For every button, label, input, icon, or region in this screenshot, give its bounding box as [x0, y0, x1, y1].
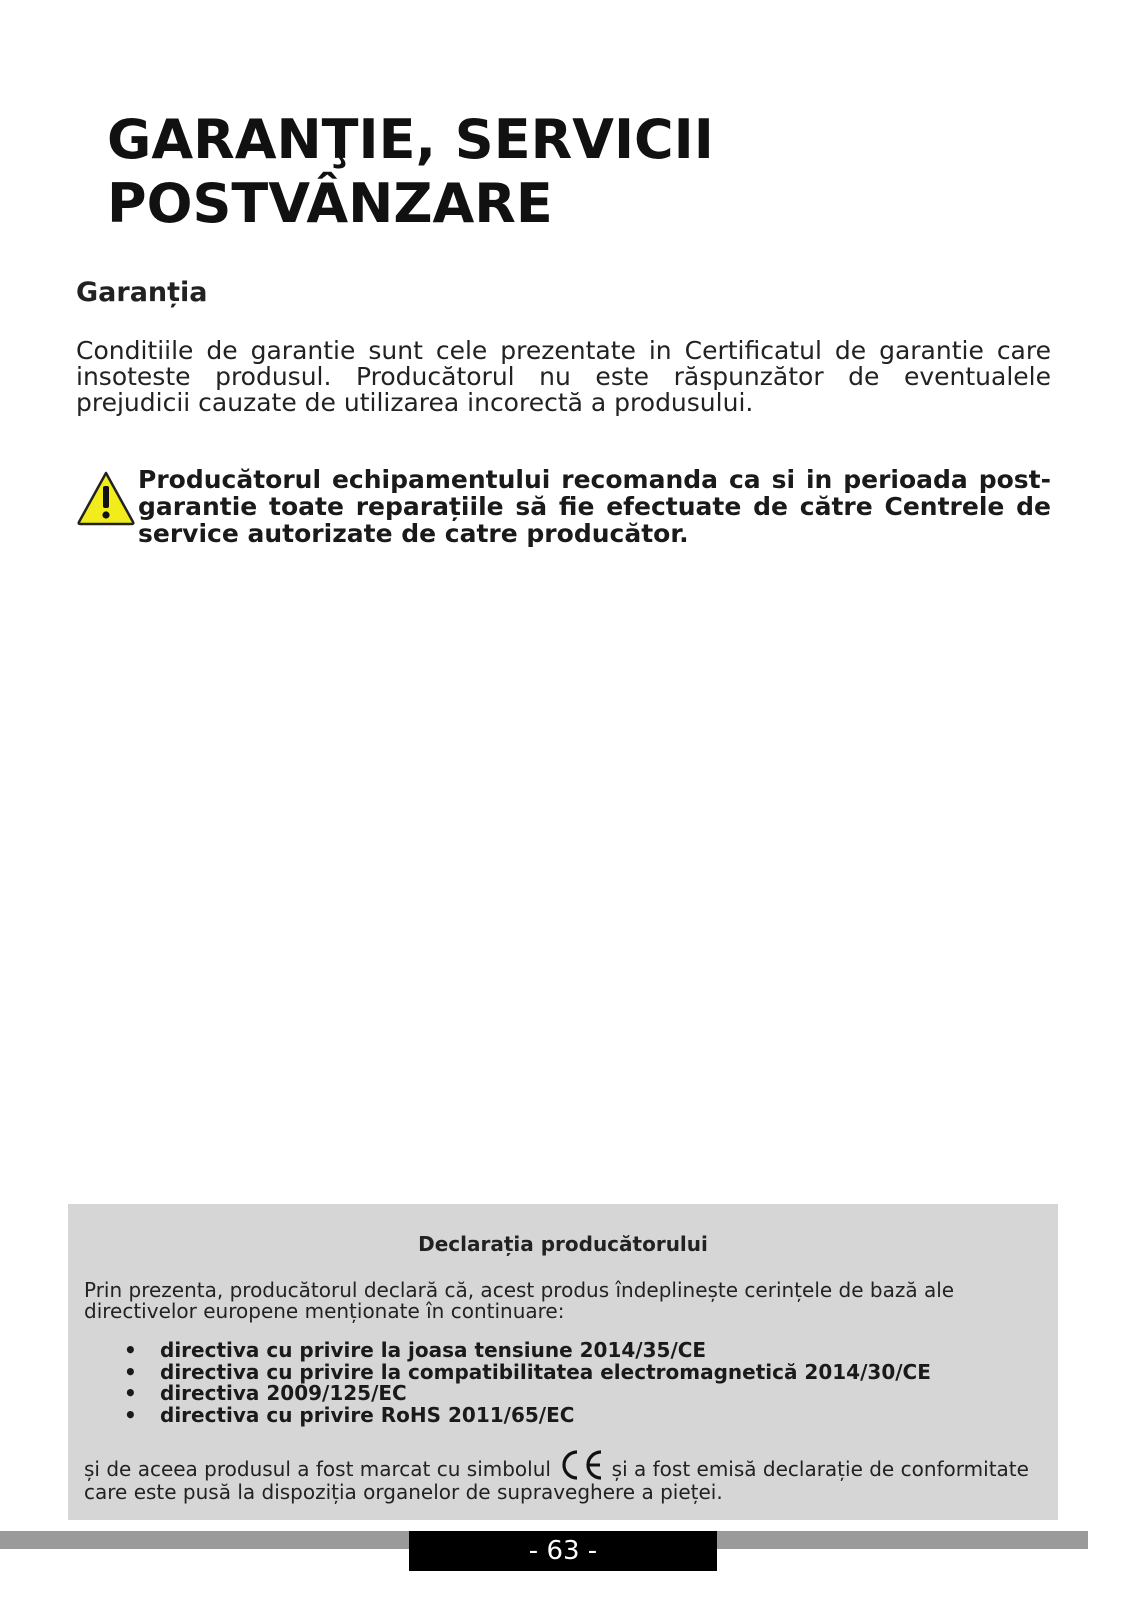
list-item [124, 1383, 1044, 1405]
directive-text: directiva cu privire la compatibilitatea electromagnetică 2014/30/CE [160, 1359, 931, 1384]
page-title [107, 108, 1007, 236]
warranty-paragraph: Conditiile de garantie sunt cele prezentate in Certificatul de garantie care insoteste produsul. Producătorul nu este răspunzător de eventualele prejudicii cauzate de utilizarea incorectă a produsului. [76, 336, 1051, 417]
list-item [124, 1340, 1044, 1362]
page-title-line-2: POSTVÂNZARE [107, 172, 553, 235]
manufacturer-declaration-box [68, 1204, 1058, 1520]
bullet-icon: • [124, 1381, 137, 1405]
page-title-line-1: GARANŢIE, SERVICII [107, 108, 714, 171]
warning-note [76, 466, 1051, 556]
directive-text: directiva cu privire la joasa tensiune 2014/35/CE [160, 1338, 707, 1362]
declaration-closing [84, 1448, 1044, 1503]
declaration-title: Declarația producătorului [418, 1232, 708, 1256]
directive-list [124, 1340, 1044, 1426]
list-item [124, 1359, 1044, 1384]
directive-text: directiva 2009/125/EC [160, 1381, 407, 1405]
bullet-icon: • [124, 1402, 137, 1427]
declaration-intro: Prin prezenta, producătorul declară că, acest produs îndeplinește cerințele de bază ale directivelor europene menționate în continuare: [84, 1278, 955, 1323]
page-number: - 63 - [409, 1531, 717, 1571]
list-item [124, 1402, 1044, 1427]
directive-text: directiva cu privire RoHS 2011/65/EC [160, 1402, 575, 1427]
declaration-closing-after: și a fost emisă declarație de conformitate care este pusă la dispoziția organelor de supraveghere a pieței. [84, 1457, 1029, 1504]
warning-triangle-icon [76, 470, 136, 526]
ce-mark-icon [557, 1448, 605, 1482]
bullet-icon: • [124, 1359, 137, 1384]
bullet-icon: • [124, 1338, 137, 1362]
warranty-heading: Garanția [76, 277, 208, 308]
declaration-closing-before: și de aceea produsul a fost marcat cu simbolul [84, 1457, 551, 1481]
warning-text: Producătorul echipamentului recomanda ca si in perioada post-garantie toate reparațiile să fie efectuate de către Centrele de service autorizate de catre producător. [138, 465, 1051, 548]
